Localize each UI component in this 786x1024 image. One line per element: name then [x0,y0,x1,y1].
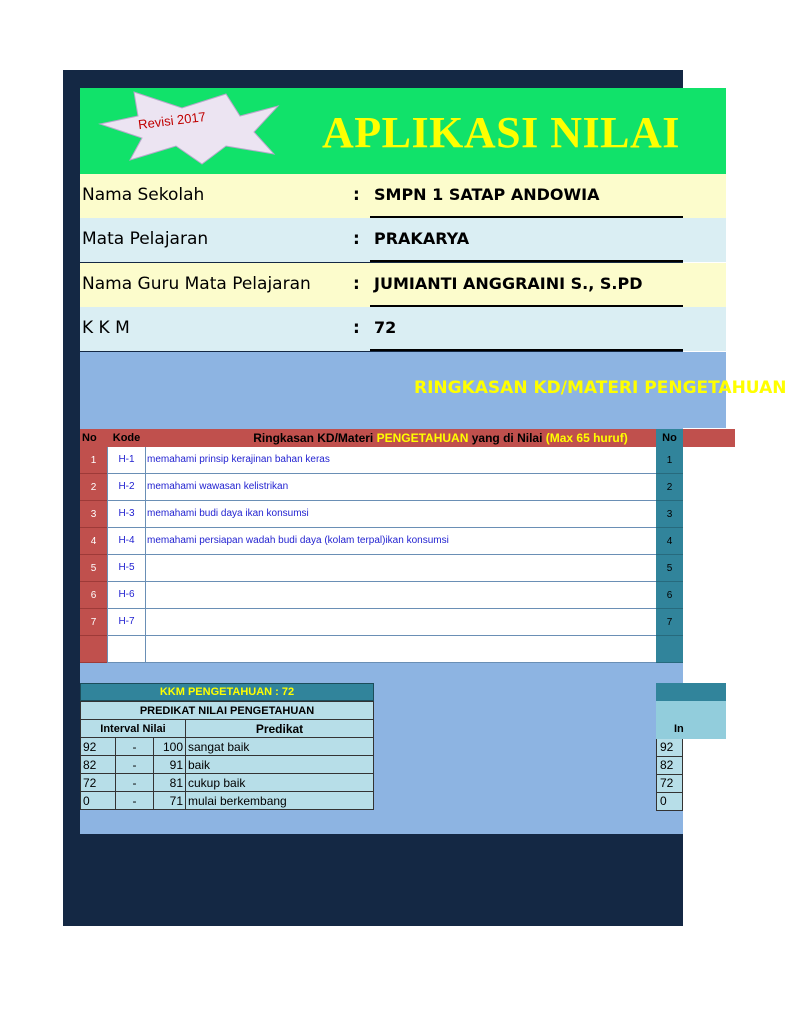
kd-no-cell: 5 [80,555,107,582]
side-no-cell: 1 [656,447,683,474]
col-desc-note: (Max 65 huruf) [545,431,628,445]
kd-no-cell: 4 [80,528,107,555]
col-no-header: No [80,429,107,447]
kd-no-cell: 3 [80,501,107,528]
info-colon: : [353,229,360,249]
kd-desc-cell[interactable]: memahami budi daya ikan konsumsi [146,501,657,528]
kd-desc-cell[interactable] [146,636,657,663]
right-interval-cell: 0 [656,793,683,811]
school-name-value[interactable]: SMPN 1 SATAP ANDOWIA [374,185,600,204]
kkm-value[interactable]: 72 [374,318,397,337]
col-desc-header [146,429,735,447]
info-colon: : [353,274,360,294]
interval-max-cell[interactable]: 100 [154,738,186,756]
info-row-subject [80,218,726,262]
col-desc-prefix: Ringkasan KD/Materi [253,431,377,445]
interval-min-cell[interactable]: 72 [81,774,116,792]
interval-max-cell[interactable]: 71 [154,792,186,810]
interval-header: Interval Nilai [81,720,186,738]
right-interval-cell: 72 [656,775,683,793]
kd-no-cell: 1 [80,447,107,474]
side-no-cell [656,636,683,663]
interval-max-cell[interactable]: 81 [154,774,186,792]
kd-kode-cell[interactable] [107,636,146,663]
kd-kode-cell[interactable]: H-7 [107,609,146,636]
info-row-school [80,174,726,218]
kd-no-cell: 2 [80,474,107,501]
col-desc-highlight: PENGETAHUAN [376,431,469,445]
kd-no-cell: 7 [80,609,107,636]
side-no-cell: 6 [656,582,683,609]
info-colon: : [353,185,360,205]
right-interval-cell: 82 [656,757,683,775]
underline [370,260,683,262]
kkm-pengetahuan-bar: KKM PENGETAHUAN : 72 [80,683,374,701]
right-interval-cell: 92 [656,739,683,757]
kd-kode-cell[interactable]: H-2 [107,474,146,501]
kd-desc-cell[interactable] [146,609,657,636]
kd-kode-cell[interactable]: H-6 [107,582,146,609]
kd-desc-cell[interactable]: memahami wawasan kelistrikan [146,474,657,501]
kd-kode-cell[interactable]: H-3 [107,501,146,528]
info-colon: : [353,318,360,338]
revision-star-badge [94,90,280,166]
predikat-row [81,756,374,774]
side-no-cell: 2 [656,474,683,501]
subject-value[interactable]: PRAKARYA [374,229,470,248]
col-desc-mid: yang di Nilai [468,431,546,445]
side-no-cell: 5 [656,555,683,582]
info-label: K K M [82,318,130,338]
predikat-cell[interactable]: cukup baik [186,774,374,792]
interval-max-cell[interactable]: 91 [154,756,186,774]
kd-desc-cell[interactable] [146,555,657,582]
interval-min-cell[interactable]: 82 [81,756,116,774]
col-kode-header: Kode [107,429,146,447]
info-label: Nama Guru Mata Pelajaran [82,274,311,294]
kd-kode-cell[interactable]: H-1 [107,447,146,474]
right-predikat-title [656,701,726,739]
kd-kode-cell[interactable]: H-4 [107,528,146,555]
side-no-cell: 3 [656,501,683,528]
predikat-cell[interactable]: sangat baik [186,738,374,756]
kd-desc-cell[interactable] [146,582,657,609]
predikat-cell[interactable]: mulai berkembang [186,792,374,810]
predikat-row [81,792,374,810]
predikat-cell[interactable]: baik [186,756,374,774]
kd-desc-cell[interactable]: memahami persiapan wadah budi daya (kolam terpal)ikan konsumsi [146,528,657,555]
interval-sep-cell: - [116,756,154,774]
info-row-teacher [80,263,726,307]
interval-min-cell[interactable]: 92 [81,738,116,756]
info-label: Nama Sekolah [82,185,205,205]
interval-min-cell[interactable]: 0 [81,792,116,810]
section-title: RINGKASAN KD/MATERI PENGETAHUAN [414,378,786,398]
teacher-name-value[interactable]: JUMIANTI ANGGRAINI S., S.PD [374,274,643,293]
info-label: Mata Pelajaran [82,229,209,249]
interval-sep-cell: - [116,774,154,792]
side-no-cell: 7 [656,609,683,636]
kd-no-cell: 6 [80,582,107,609]
predikat-row [81,774,374,792]
right-interval-header: In [674,723,684,735]
side-no-cell: 4 [656,528,683,555]
interval-sep-cell: - [116,792,154,810]
side-col-no-header: No [656,429,683,447]
info-row-kkm [80,307,726,351]
app-title: APLIKASI NILAI [322,108,680,157]
right-kkm-bar [656,683,726,701]
kd-no-cell [80,636,107,663]
interval-sep-cell: - [116,738,154,756]
underline [370,349,683,351]
revision-label: Revisi 2017 [137,108,207,133]
predikat-row [81,738,374,756]
kd-kode-cell[interactable]: H-5 [107,555,146,582]
predikat-header: Predikat [186,720,374,738]
predikat-title: PREDIKAT NILAI PENGETAHUAN [81,702,374,720]
predikat-table [80,701,374,810]
kd-desc-cell[interactable]: memahami prinsip kerajinan bahan keras [146,447,657,474]
